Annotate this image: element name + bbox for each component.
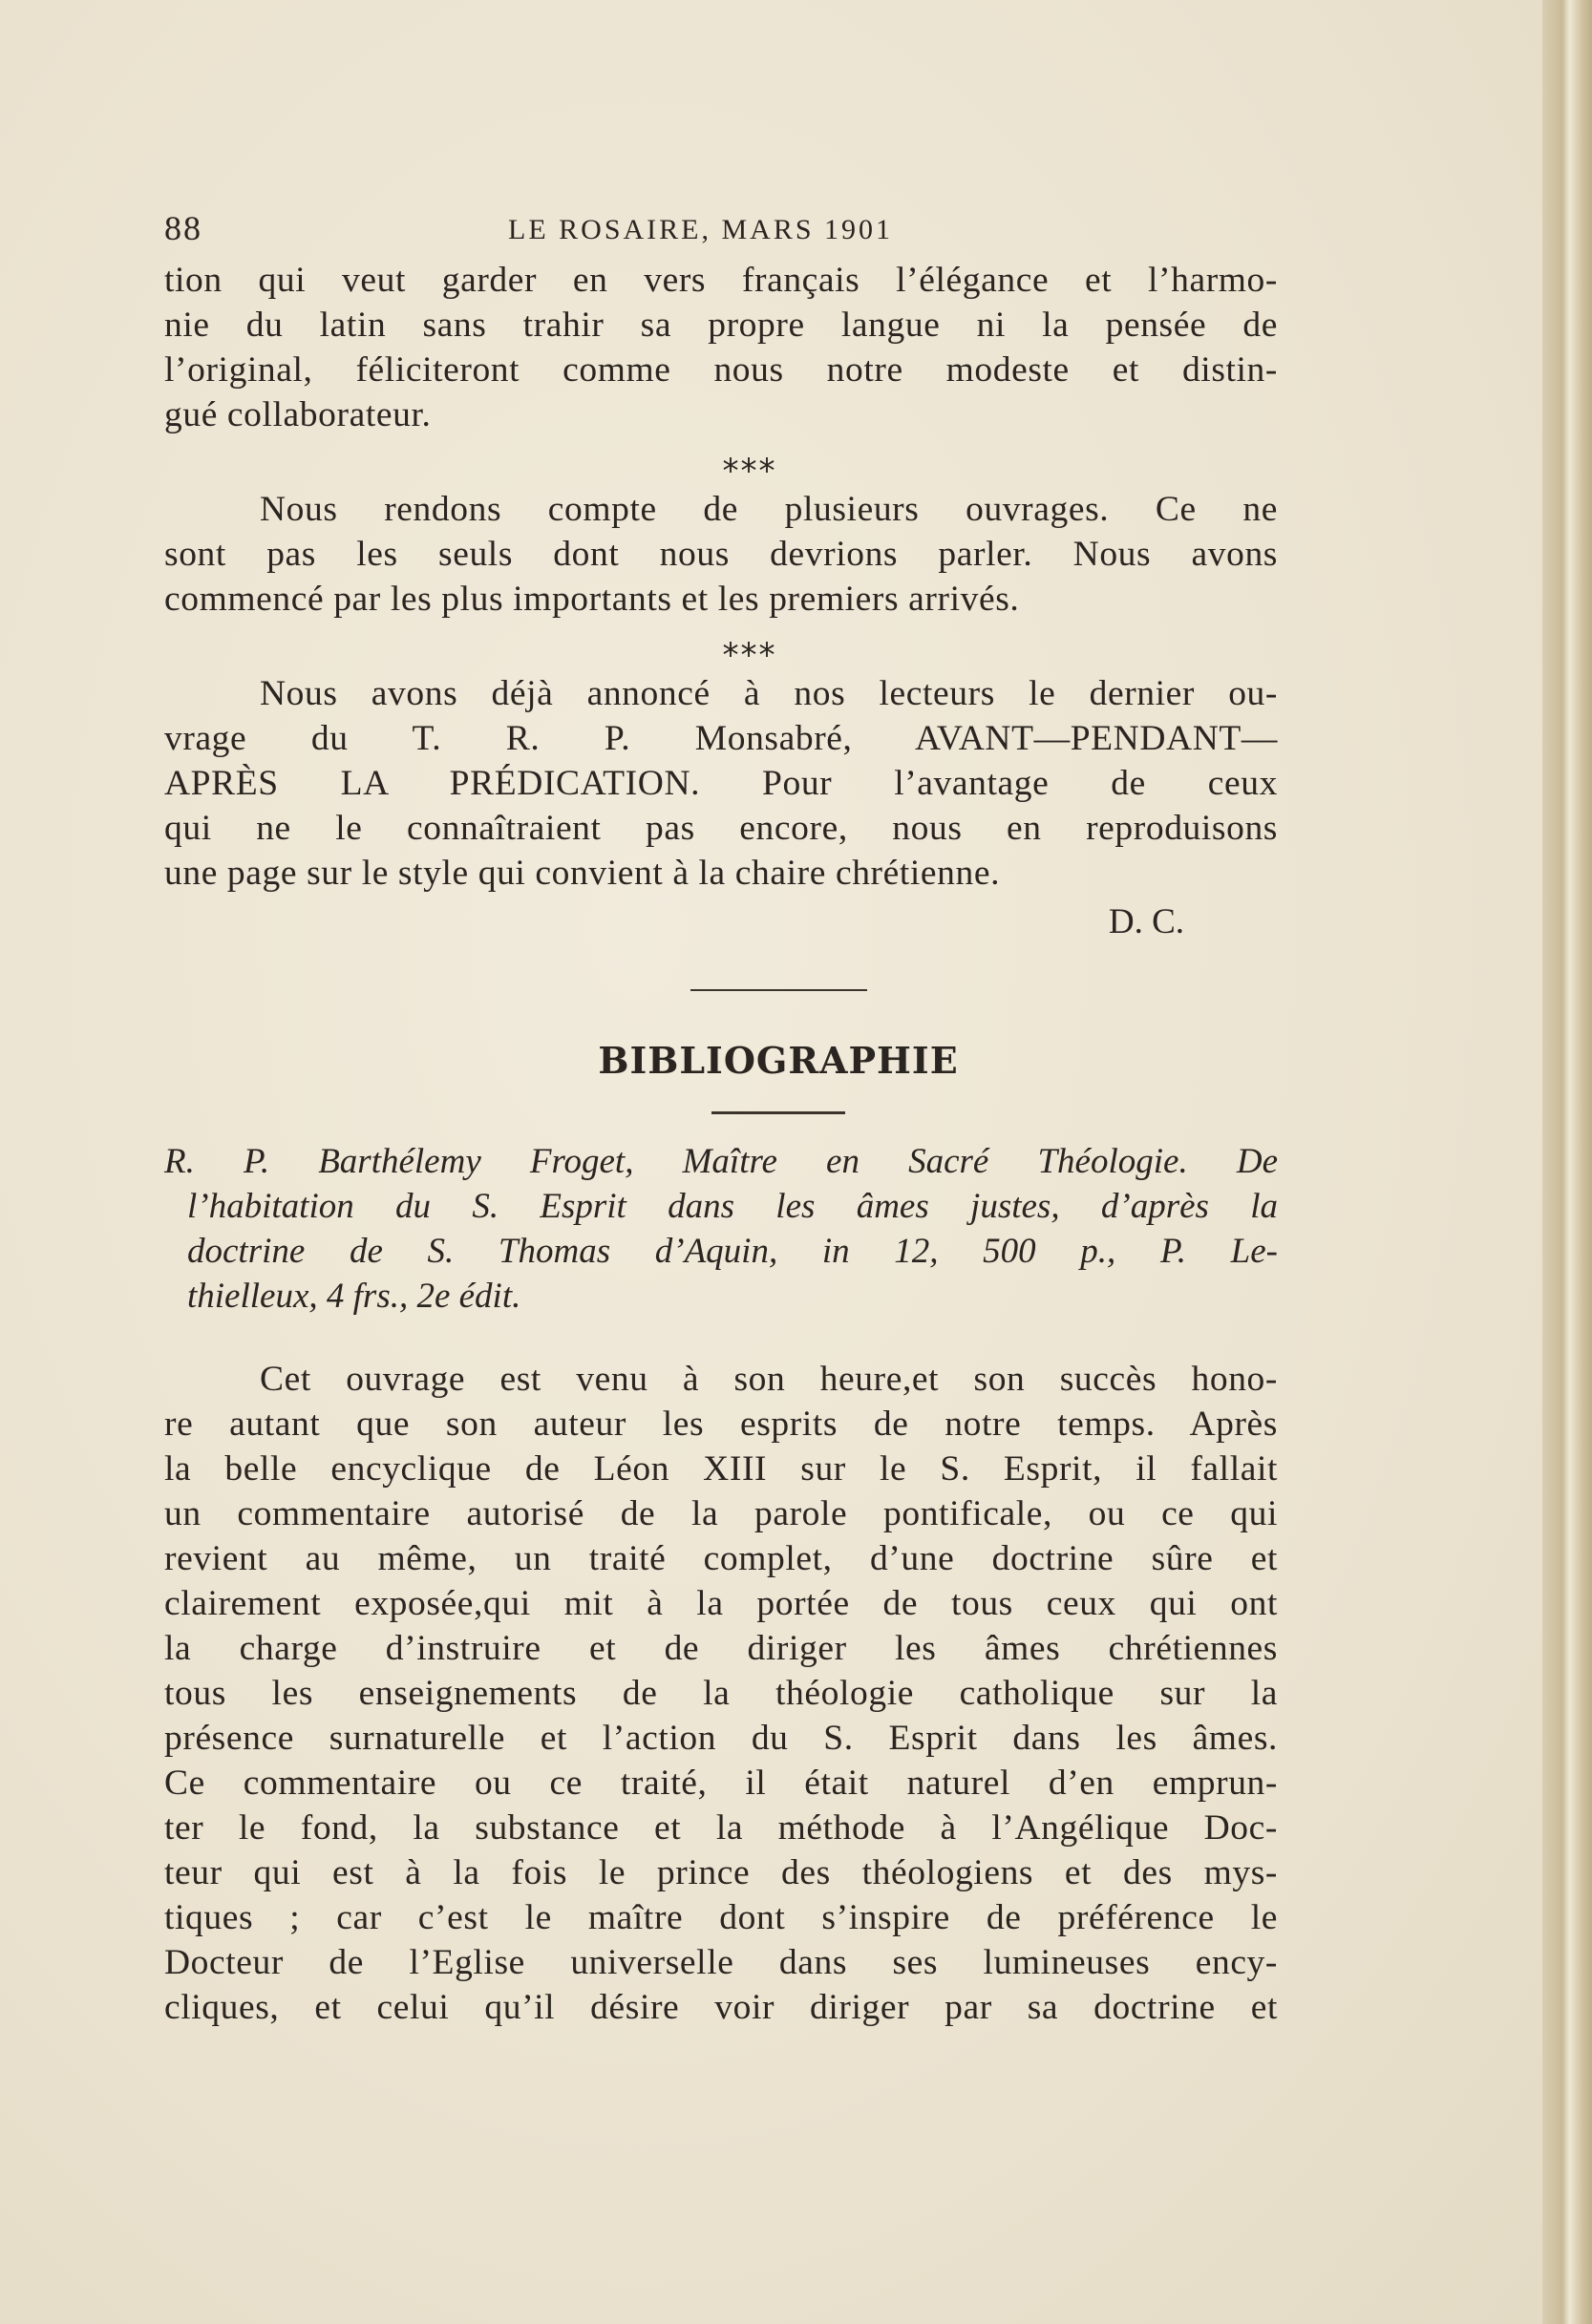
text-line: vrage du T. R. P. Monsabré, AVANT—PENDANT— — [164, 719, 1278, 758]
text-line: re autant que son auteur les esprits de notre temps. Après — [164, 1405, 1278, 1444]
paragraph-review-body — [153, 1357, 1289, 2030]
text-line: R. P. Barthélemy Froget, Maître en Sacré Théologie. De — [164, 1142, 1278, 1181]
text-line: thielleux, 4 frs., 2e édit. — [187, 1277, 521, 1316]
text-line: l’habitation du S. Esprit dans les âmes justes, d’après la — [187, 1187, 1278, 1226]
paragraph-continued — [153, 258, 1289, 437]
asterism-divider: ⁎⁎⁎ — [722, 628, 777, 664]
bibliographic-entry — [153, 1139, 1289, 1319]
text-line: cliques, et celui qu’il désire voir diriger par sa doctrine et — [164, 1988, 1278, 2027]
text-line: ter le fond, la substance et la méthode à l’Angélique Doc- — [164, 1808, 1278, 1848]
text-line: la charge d’instruire et de diriger les âmes chrétiennes — [164, 1629, 1278, 1668]
section-rule — [690, 989, 867, 991]
text-line: tous les enseignements de la théologie catholique sur la — [164, 1674, 1278, 1713]
text-line: APRÈS LA PRÉDICATION. Pour l’avantage de ceux — [164, 764, 1278, 803]
text-line: Cet ouvrage est venu à son heure,et son succès hono- — [260, 1360, 1278, 1399]
text-line: sont pas les seuls dont nous devrions parler. Nous avons — [164, 535, 1278, 574]
page-header — [153, 191, 1289, 258]
section-rule — [711, 1111, 845, 1114]
running-head: LE ROSAIRE, MARS 1901 — [508, 214, 894, 245]
asterism-divider: ⁎⁎⁎ — [722, 444, 777, 479]
text-line: commencé par les plus importants et les premiers arrivés. — [164, 580, 1020, 619]
text-line: doctrine de S. Thomas d’Aquin, in 12, 500 p., P. Le- — [187, 1232, 1278, 1271]
text-line: tion qui veut garder en vers français l’élégance et l’harmo- — [164, 261, 1278, 300]
signature: D. C. — [1108, 902, 1184, 941]
text-line: clairement exposée,qui mit à la portée de tous ceux qui ont — [164, 1584, 1278, 1623]
text-line: Nous rendons compte de plusieurs ouvrages. Ce ne — [260, 490, 1278, 529]
text-line: un commentaire autorisé de la parole pontificale, ou ce qui — [164, 1494, 1278, 1533]
text-line: Ce commentaire ou ce traité, il était naturel d’en emprun- — [164, 1764, 1278, 1803]
book-page — [153, 191, 1289, 2030]
text-line: revient au même, un traité complet, d’une doctrine sûre et — [164, 1539, 1278, 1578]
text-line: tiques ; car c’est le maître dont s’inspire de préférence le — [164, 1898, 1278, 1937]
paragraph-monsabre — [153, 671, 1289, 896]
text-line: Docteur de l’Eglise universelle dans ses lumineuses ency- — [164, 1943, 1278, 1982]
text-line: l’original, féliciteront comme nous notre modeste et distin- — [164, 350, 1278, 390]
text-line: qui ne le connaîtraient pas encore, nous en reproduisons — [164, 809, 1278, 848]
text-line: teur qui est à la fois le prince des théologiens et des mys- — [164, 1853, 1278, 1892]
text-line: gué collaborateur. — [164, 395, 432, 434]
text-line: nie du latin sans trahir sa propre langue ni la pensée de — [164, 306, 1278, 345]
text-line: présence surnaturelle et l’action du S. Esprit dans les âmes. — [164, 1719, 1278, 1758]
spacer — [153, 1319, 1289, 1357]
text-line: la belle encyclique de Léon XIII sur le S. Esprit, il fallait — [164, 1449, 1278, 1489]
text-line: une page sur le style qui convient à la chaire chrétienne. — [164, 854, 1001, 893]
page-edge — [1542, 0, 1592, 2324]
paragraph-reviews — [153, 487, 1289, 622]
section-title: BIBLIOGRAPHIE — [598, 1039, 959, 1082]
page-number: 88 — [164, 209, 202, 247]
text-line: Nous avons déjà annoncé à nos lecteurs le dernier ou- — [260, 674, 1278, 713]
